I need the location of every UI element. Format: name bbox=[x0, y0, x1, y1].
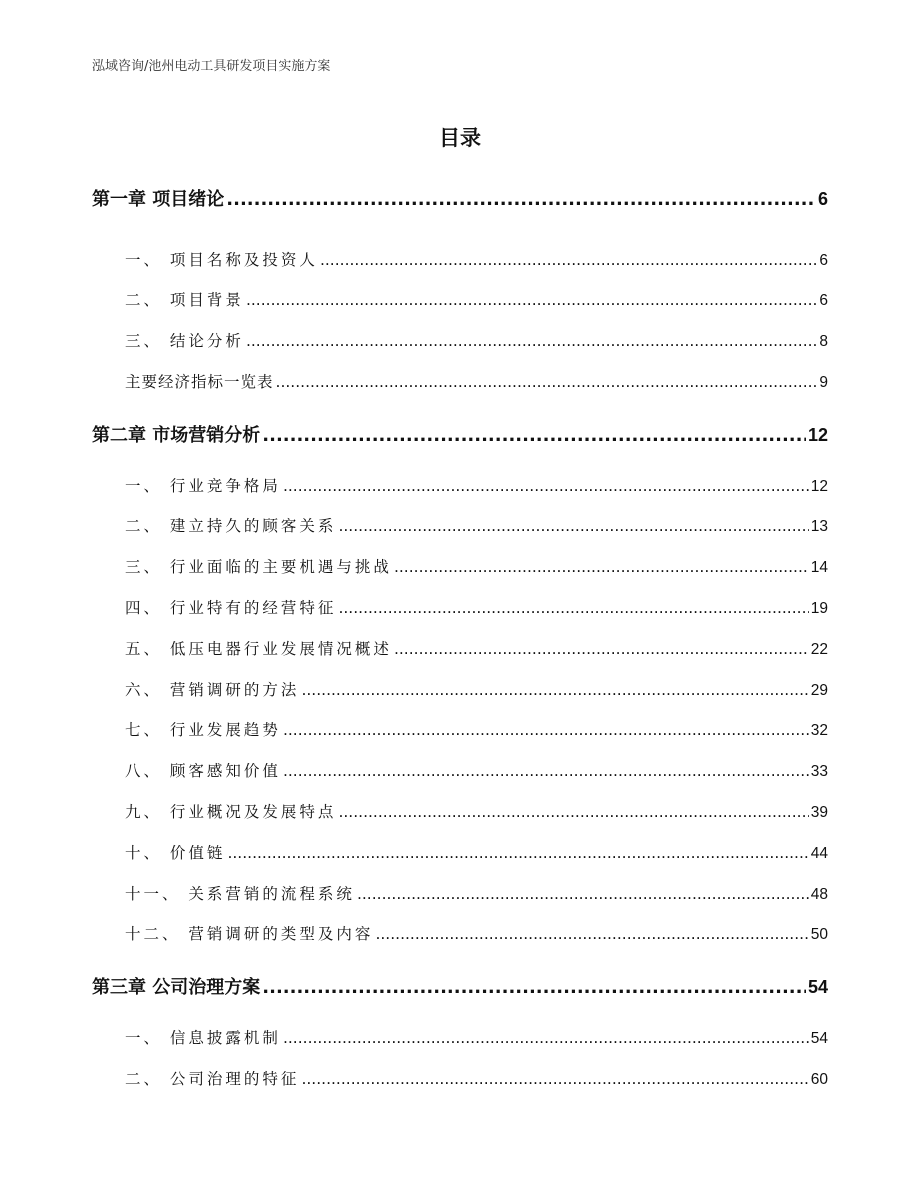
toc-leader-dots bbox=[246, 332, 817, 350]
toc-leader-dots bbox=[283, 477, 809, 495]
toc-entry-page: 13 bbox=[810, 518, 828, 535]
toc-leader-dots bbox=[283, 1029, 809, 1047]
toc-entry-page: 39 bbox=[810, 804, 828, 821]
toc-leader-dots bbox=[276, 373, 818, 391]
toc-entry-label: 主要经济指标一览表 bbox=[125, 373, 274, 391]
toc-entry-section[interactable] bbox=[125, 882, 828, 904]
toc-entry-section[interactable] bbox=[125, 370, 828, 392]
toc-entry-label: 第三章 公司治理方案 bbox=[92, 977, 261, 998]
toc-entry-label: 二、 公司治理的特征 bbox=[125, 1070, 300, 1088]
toc-entry-label: 七、 行业发展趋势 bbox=[125, 721, 281, 739]
toc-leader-dots bbox=[262, 977, 806, 998]
toc-leader-dots bbox=[338, 517, 808, 535]
toc-entry-label: 二、 项目背景 bbox=[125, 291, 244, 309]
toc-entry-page: 32 bbox=[810, 722, 828, 739]
toc-entry-section[interactable] bbox=[125, 596, 828, 618]
toc-entry-label: 八、 顾客感知价值 bbox=[125, 762, 281, 780]
toc-entry-page: 54 bbox=[807, 977, 828, 997]
toc-leader-dots bbox=[338, 803, 808, 821]
toc-leader-dots bbox=[338, 599, 808, 617]
toc-leader-dots bbox=[227, 844, 808, 862]
toc-leader-dots bbox=[226, 189, 816, 210]
toc-entry-section[interactable] bbox=[125, 1026, 828, 1048]
toc-leader-dots bbox=[394, 640, 809, 658]
toc-leader-dots bbox=[357, 885, 809, 903]
toc-entry-page: 12 bbox=[810, 478, 828, 495]
toc-entry-page: 29 bbox=[810, 682, 828, 699]
toc-entry-section[interactable] bbox=[125, 800, 828, 822]
toc-entry-page: 50 bbox=[810, 926, 828, 943]
toc-entry-label: 三、 结论分析 bbox=[125, 332, 244, 350]
toc-leader-dots bbox=[262, 425, 806, 446]
toc-entry-label: 四、 行业特有的经营特征 bbox=[125, 599, 337, 617]
toc-entry-section[interactable] bbox=[125, 514, 828, 536]
toc-entry-page: 6 bbox=[819, 292, 828, 309]
toc-leader-dots bbox=[283, 721, 809, 739]
toc-entry-page: 6 bbox=[817, 189, 828, 209]
toc-entry-section[interactable] bbox=[125, 555, 828, 577]
toc-entry-page: 14 bbox=[810, 559, 828, 576]
toc-leader-dots bbox=[394, 558, 809, 576]
toc-entry-page: 19 bbox=[810, 600, 828, 617]
toc-entry-label: 一、 信息披露机制 bbox=[125, 1029, 281, 1047]
toc-entry-chapter[interactable] bbox=[92, 421, 828, 447]
toc-entry-label: 三、 行业面临的主要机遇与挑战 bbox=[125, 558, 392, 576]
toc-entry-page: 48 bbox=[810, 886, 828, 903]
toc-entry-section[interactable] bbox=[125, 841, 828, 863]
toc-entry-page: 54 bbox=[810, 1030, 828, 1047]
toc-entry-page: 60 bbox=[810, 1071, 828, 1088]
toc-entry-label: 二、 建立持久的顾客关系 bbox=[125, 517, 337, 535]
toc-entry-section[interactable] bbox=[125, 1067, 828, 1089]
toc-leader-dots bbox=[301, 1070, 808, 1088]
toc-entry-section[interactable] bbox=[125, 329, 828, 351]
toc-title: 目录 bbox=[439, 126, 481, 150]
toc-leader-dots bbox=[375, 925, 808, 943]
toc-entry-page: 33 bbox=[810, 763, 828, 780]
toc-leader-dots bbox=[301, 681, 808, 699]
toc-entry-label: 五、 低压电器行业发展情况概述 bbox=[125, 640, 392, 658]
toc-entry-page: 8 bbox=[819, 333, 828, 350]
toc-entry-label: 十二、 营销调研的类型及内容 bbox=[125, 925, 374, 943]
toc-entry-section[interactable] bbox=[125, 637, 828, 659]
toc-entry-label: 九、 行业概况及发展特点 bbox=[125, 803, 337, 821]
toc-entry-label: 一、 项目名称及投资人 bbox=[125, 251, 318, 269]
toc-entry-page: 22 bbox=[810, 641, 828, 658]
toc-entry-label: 一、 行业竞争格局 bbox=[125, 477, 281, 495]
toc-entry-label: 第二章 市场营销分析 bbox=[92, 425, 261, 446]
toc-entry-section[interactable] bbox=[125, 718, 828, 740]
toc-entry-section[interactable] bbox=[125, 474, 828, 496]
toc-entry-page: 6 bbox=[819, 252, 828, 269]
toc-leader-dots bbox=[246, 291, 817, 309]
toc-leader-dots bbox=[320, 251, 817, 269]
toc-leader-dots bbox=[283, 762, 809, 780]
toc-entry-label: 十一、 关系营销的流程系统 bbox=[125, 885, 355, 903]
toc-entry-chapter[interactable] bbox=[92, 185, 828, 211]
toc-entry-label: 第一章 项目绪论 bbox=[92, 189, 225, 210]
toc-entry-label: 六、 营销调研的方法 bbox=[125, 681, 300, 699]
running-header: 泓域咨询/池州电动工具研发项目实施方案 bbox=[92, 59, 331, 74]
toc-entry-chapter[interactable] bbox=[92, 973, 828, 999]
toc-entry-section[interactable] bbox=[125, 678, 828, 700]
toc-entry-section[interactable] bbox=[125, 248, 828, 270]
toc-entry-section[interactable] bbox=[125, 922, 828, 944]
toc-entry-page: 9 bbox=[819, 374, 828, 391]
toc-entry-section[interactable] bbox=[125, 759, 828, 781]
toc-entry-label: 十、 价值链 bbox=[125, 844, 226, 862]
toc-entry-page: 12 bbox=[807, 425, 828, 445]
toc-entry-section[interactable] bbox=[125, 288, 828, 310]
toc-entry-page: 44 bbox=[810, 845, 828, 862]
